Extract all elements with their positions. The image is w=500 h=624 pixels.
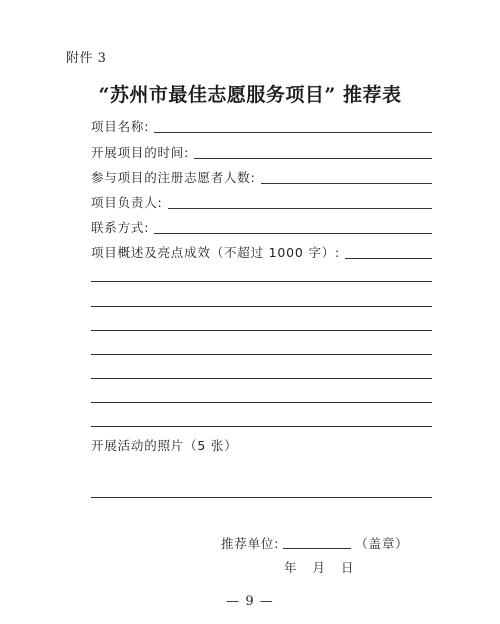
- field-project-time: [91, 144, 432, 162]
- field-label: 参与项目的注册志愿者人数:: [91, 170, 256, 185]
- writing-line: [91, 378, 432, 379]
- field-project-summary: [91, 244, 432, 262]
- recommend-blank: [283, 547, 351, 549]
- recommend-label: 推荐单位:: [221, 536, 280, 551]
- page-number: — 9 —: [226, 594, 274, 609]
- field-label: 项目概述及亮点成效（不超过 1000 字）:: [91, 245, 341, 260]
- seal-label: （盖章）: [355, 536, 409, 551]
- field-project-name: [91, 118, 432, 136]
- field-label: 项目名称:: [91, 119, 150, 134]
- answer-line: [168, 207, 432, 209]
- writing-line: [91, 402, 432, 403]
- field-label: 联系方式:: [91, 220, 150, 235]
- recommend-unit: [221, 534, 408, 552]
- year-label: 年: [284, 560, 297, 575]
- writing-line: [91, 426, 432, 427]
- answer-line: [345, 257, 432, 259]
- answer-line: [261, 182, 432, 184]
- month-label: 月: [312, 560, 326, 575]
- answer-line: [154, 131, 432, 133]
- day-label: 日: [341, 560, 354, 575]
- annex-label: 附件 3: [66, 51, 107, 66]
- field-project-leader: [91, 194, 432, 212]
- writing-line: [91, 354, 432, 355]
- answer-line: [154, 232, 432, 234]
- writing-line: [91, 306, 432, 307]
- field-contact: [91, 219, 432, 237]
- photo-line: [91, 497, 432, 498]
- field-label: 开展项目的时间:: [91, 145, 190, 160]
- writing-line: [91, 281, 432, 282]
- field-volunteer-count: [91, 169, 432, 187]
- photos-label: 开展活动的照片（5 张）: [91, 438, 238, 453]
- field-label: 项目负责人:: [91, 195, 163, 210]
- answer-line: [194, 157, 432, 159]
- form-title: “苏州市最佳志愿服务项目” 推荐表: [98, 84, 402, 106]
- date-line: [284, 558, 354, 576]
- writing-line: [91, 330, 432, 331]
